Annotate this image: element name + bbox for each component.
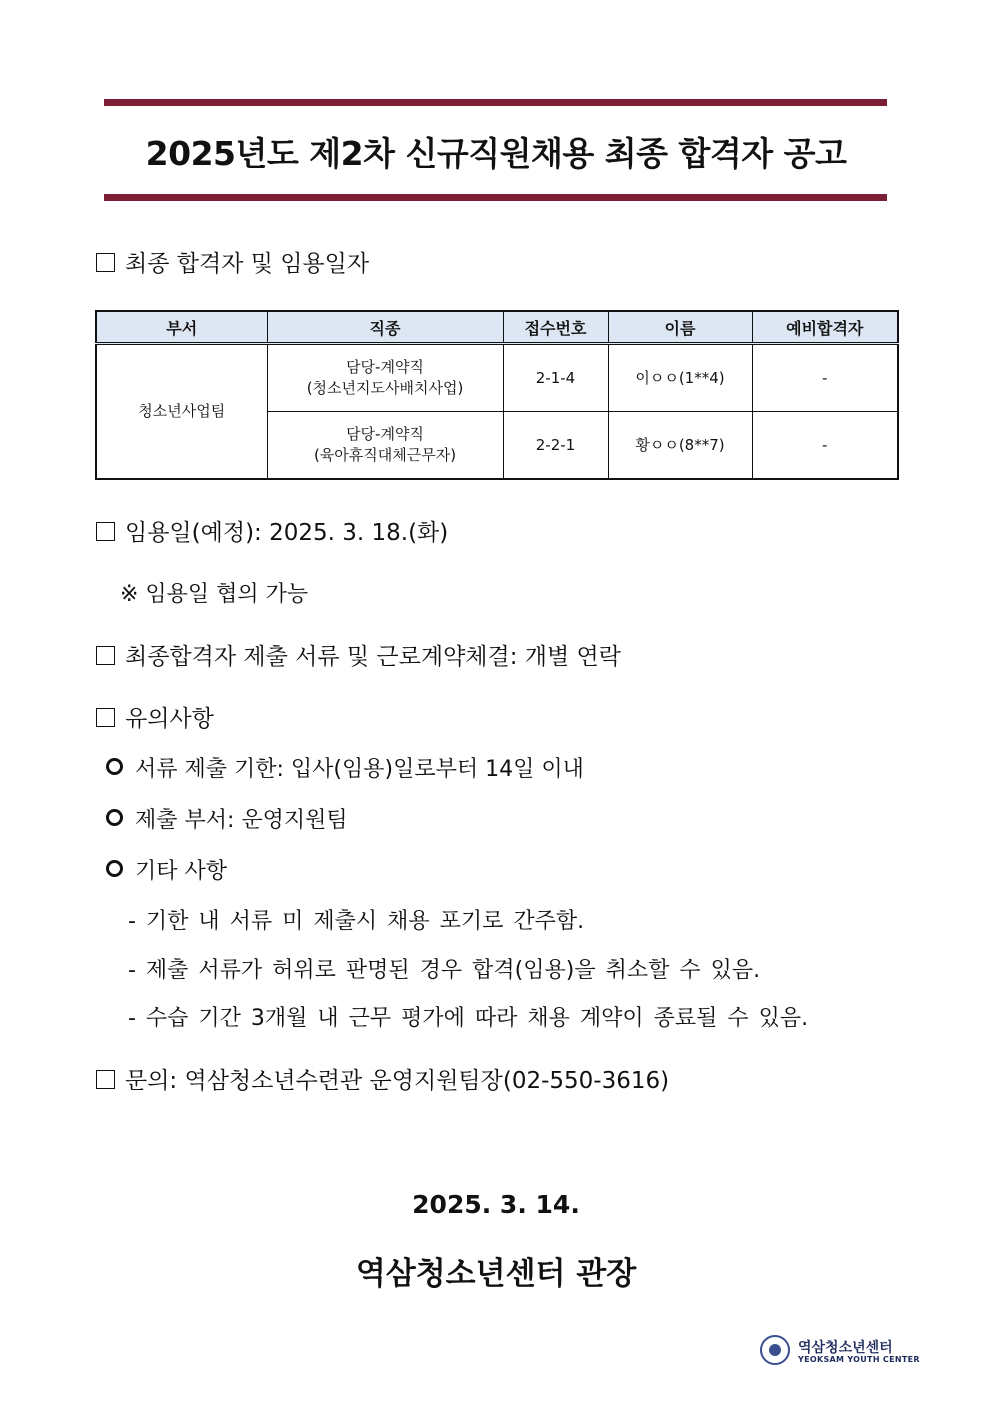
cell-job: 담당-계약직 (청소년지도사배치사업)	[267, 344, 503, 412]
checkbox-icon	[96, 646, 115, 665]
note-bullet: 제출 부서: 운영지원팀	[106, 803, 348, 834]
cell-name: 황ㅇㅇ(8**7)	[608, 412, 752, 480]
cell-reserve: -	[752, 412, 898, 480]
header-job: 직종	[267, 311, 503, 344]
cell-receipt: 2-2-1	[503, 412, 608, 480]
cell-job: 담당-계약직 (육아휴직대체근무자)	[267, 412, 503, 480]
section-contact: 문의: 역삼청소년수련관 운영지원팀장(02-550-3616)	[96, 1062, 669, 1095]
note-detail: - 수습 기간 3개월 내 근무 평가에 따라 채용 계약이 종료될 수 있음.	[128, 1006, 809, 1031]
table-row	[96, 344, 898, 412]
note-bullet: 서류 제출 기한: 입사(임용)일로부터 14일 이내	[106, 752, 584, 783]
page-title: 2025년도 제2차 신규직원채용 최종 합격자 공고	[145, 134, 847, 173]
note-detail: - 제출 서류가 허위로 판명된 경우 합격(임용)을 취소할 수 있음.	[128, 958, 761, 983]
checkbox-icon	[96, 708, 115, 727]
table-header-row	[96, 311, 898, 344]
issuer: 역삼청소년센터 관장	[355, 1256, 637, 1292]
circle-bullet-icon	[106, 860, 123, 877]
bottom-rule	[104, 194, 887, 201]
cell-department: 청소년사업팀	[96, 344, 267, 480]
top-rule	[104, 99, 887, 106]
checkbox-icon	[96, 522, 115, 541]
center-logo: 역삼청소년센터 YEOKSAM YOUTH CENTER	[760, 1333, 900, 1369]
header-receipt: 접수번호	[503, 311, 608, 344]
emblem-icon	[760, 1335, 790, 1365]
note-bullet: 기타 사항	[106, 854, 227, 885]
cell-reserve: -	[752, 344, 898, 412]
appointment-note: ※ 임용일 협의 가능	[120, 582, 309, 607]
checkbox-icon	[96, 253, 115, 272]
header-name: 이름	[608, 311, 752, 344]
cell-receipt: 2-1-4	[503, 344, 608, 412]
section-final-hire: 최종 합격자 및 임용일자	[96, 245, 369, 278]
section-appointment-date: 임용일(예정): 2025. 3. 18.(화)	[96, 514, 448, 547]
issue-date: 2025. 3. 14.	[412, 1190, 580, 1219]
section-documents: 최종합격자 제출 서류 및 근로계약체결: 개별 연락	[96, 638, 621, 671]
checkbox-icon	[96, 1070, 115, 1089]
note-detail: - 기한 내 서류 미 제출시 채용 포기로 간주함.	[128, 909, 585, 934]
header-reserve: 예비합격자	[752, 311, 898, 344]
circle-bullet-icon	[106, 809, 123, 826]
section-notes: 유의사항	[96, 700, 214, 733]
cell-name: 이ㅇㅇ(1**4)	[608, 344, 752, 412]
header-department: 부서	[96, 311, 267, 344]
circle-bullet-icon	[106, 758, 123, 775]
hire-table	[95, 310, 899, 480]
